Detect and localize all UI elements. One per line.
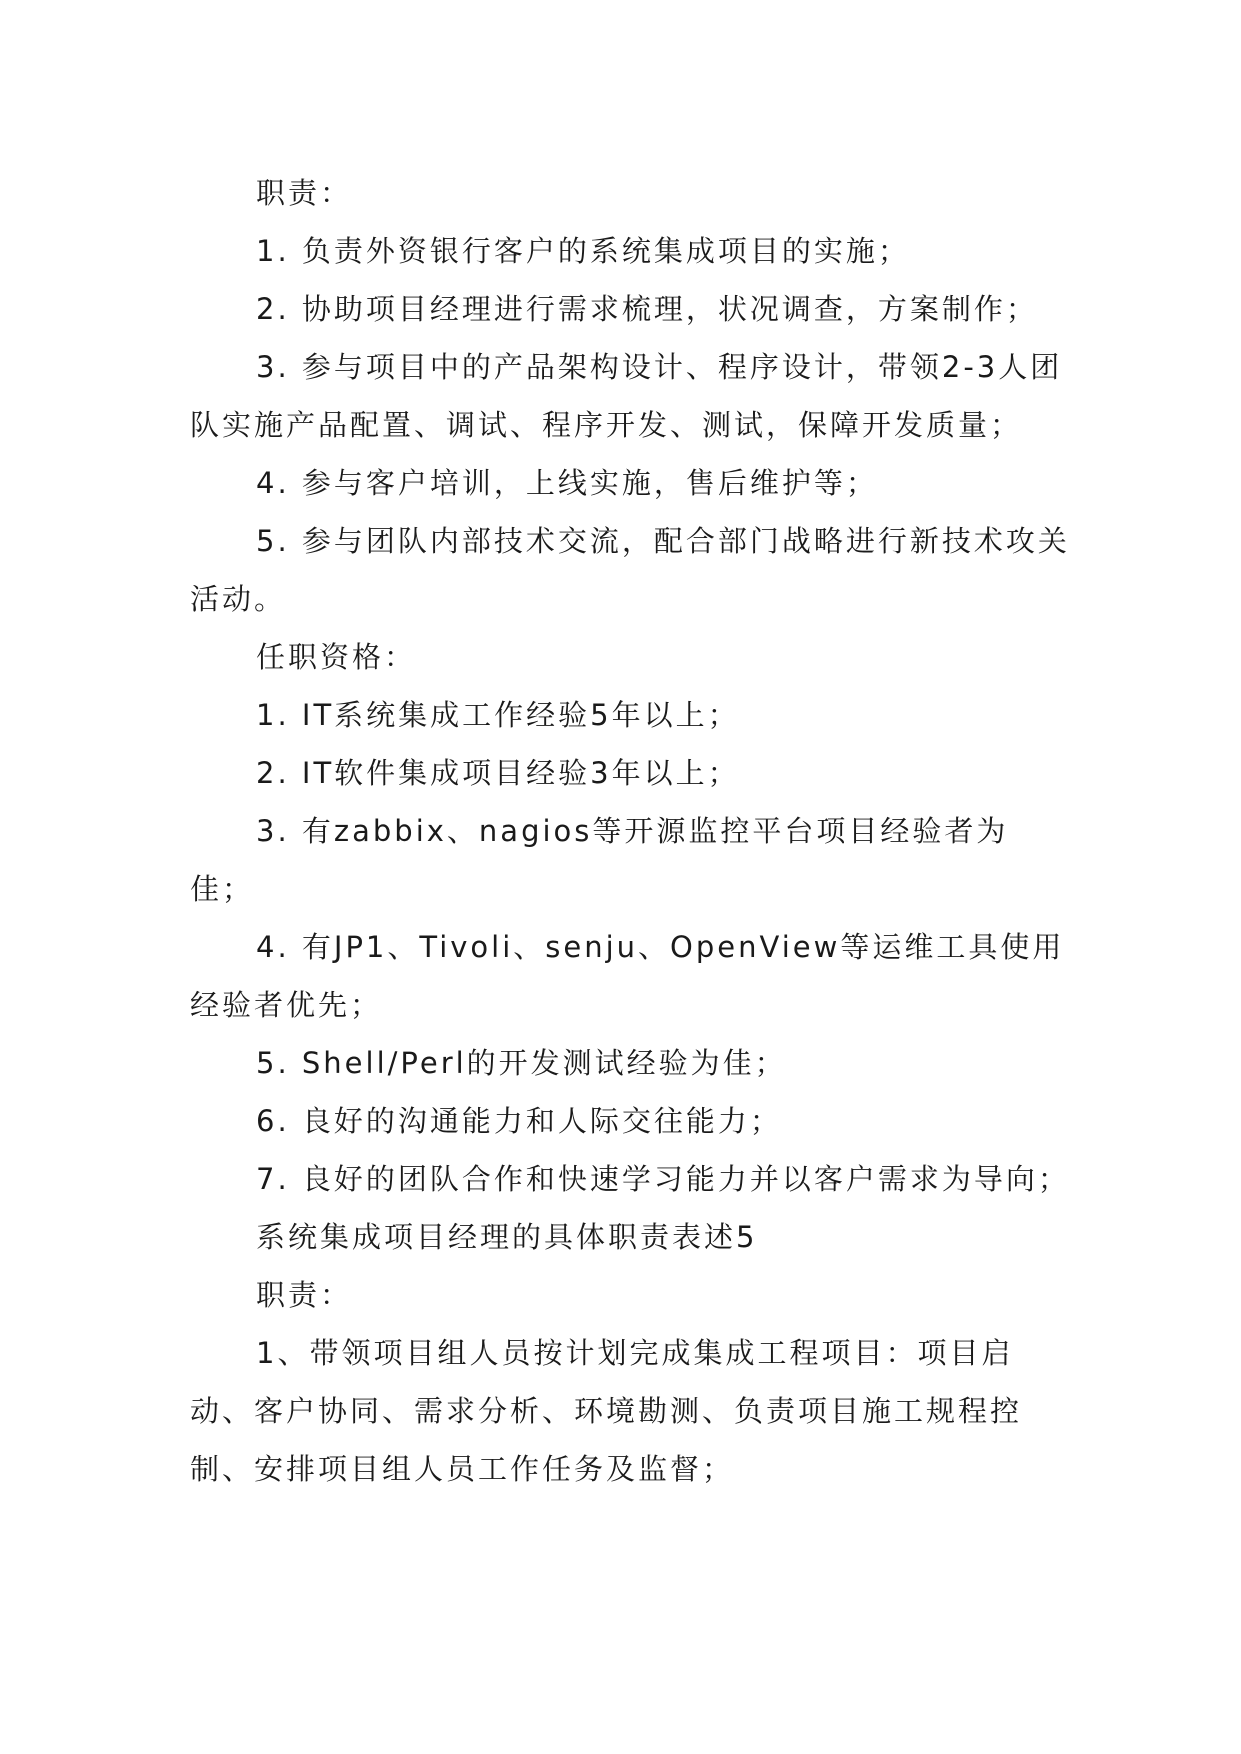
duty-item-4: 4. 参与客户培训，上线实施，售后维护等；	[256, 466, 878, 500]
heading-duties: 职责：	[256, 176, 353, 210]
duty-item-2: 2. 协助项目经理进行需求梳理，状况调查，方案制作；	[256, 292, 1038, 326]
duty-item-1: 1. 负责外资银行客户的系统集成项目的实施；	[256, 234, 910, 268]
qualification-item-3: 3. 有zabbix、nagios等开源监控平台项目经验者为佳；	[190, 814, 1009, 906]
qualification-item-1: 1. IT系统集成工作经验5年以上；	[256, 698, 740, 732]
qualification-item-6: 6. 良好的沟通能力和人际交往能力；	[256, 1104, 782, 1138]
heading-qualifications: 任职资格：	[256, 640, 417, 674]
qualification-item-5: 5. Shell/Perl的开发测试经验为佳；	[256, 1046, 787, 1080]
qualification-item-4: 4. 有JP1、Tivoli、senju、OpenView等运维工具使用经验者优先；	[190, 930, 1065, 1022]
duty-item-5: 5. 参与团队内部技术交流，配合部门战略进行新技术攻关活动。	[190, 524, 1070, 616]
qualification-item-2: 2. IT软件集成项目经验3年以上；	[256, 756, 740, 790]
duty-item-3: 3. 参与项目中的产品架构设计、程序设计，带领2-3人团队实施产品配置、调试、程序开发、测试，保障开发质量；	[190, 350, 1063, 442]
heading-duties-2: 职责：	[256, 1278, 353, 1312]
duty-item-2-1: 1、带领项目组人员按计划完成集成工程项目：项目启动、客户协同、需求分析、环境勘测、负责项目施工规程控制、安排项目组人员工作任务及监督；	[190, 1336, 1023, 1486]
document-body	[190, 164, 1070, 1498]
qualification-item-7: 7. 良好的团队合作和快速学习能力并以客户需求为导向；	[256, 1162, 1070, 1196]
section-title: 系统集成项目经理的具体职责表述5	[256, 1220, 758, 1254]
